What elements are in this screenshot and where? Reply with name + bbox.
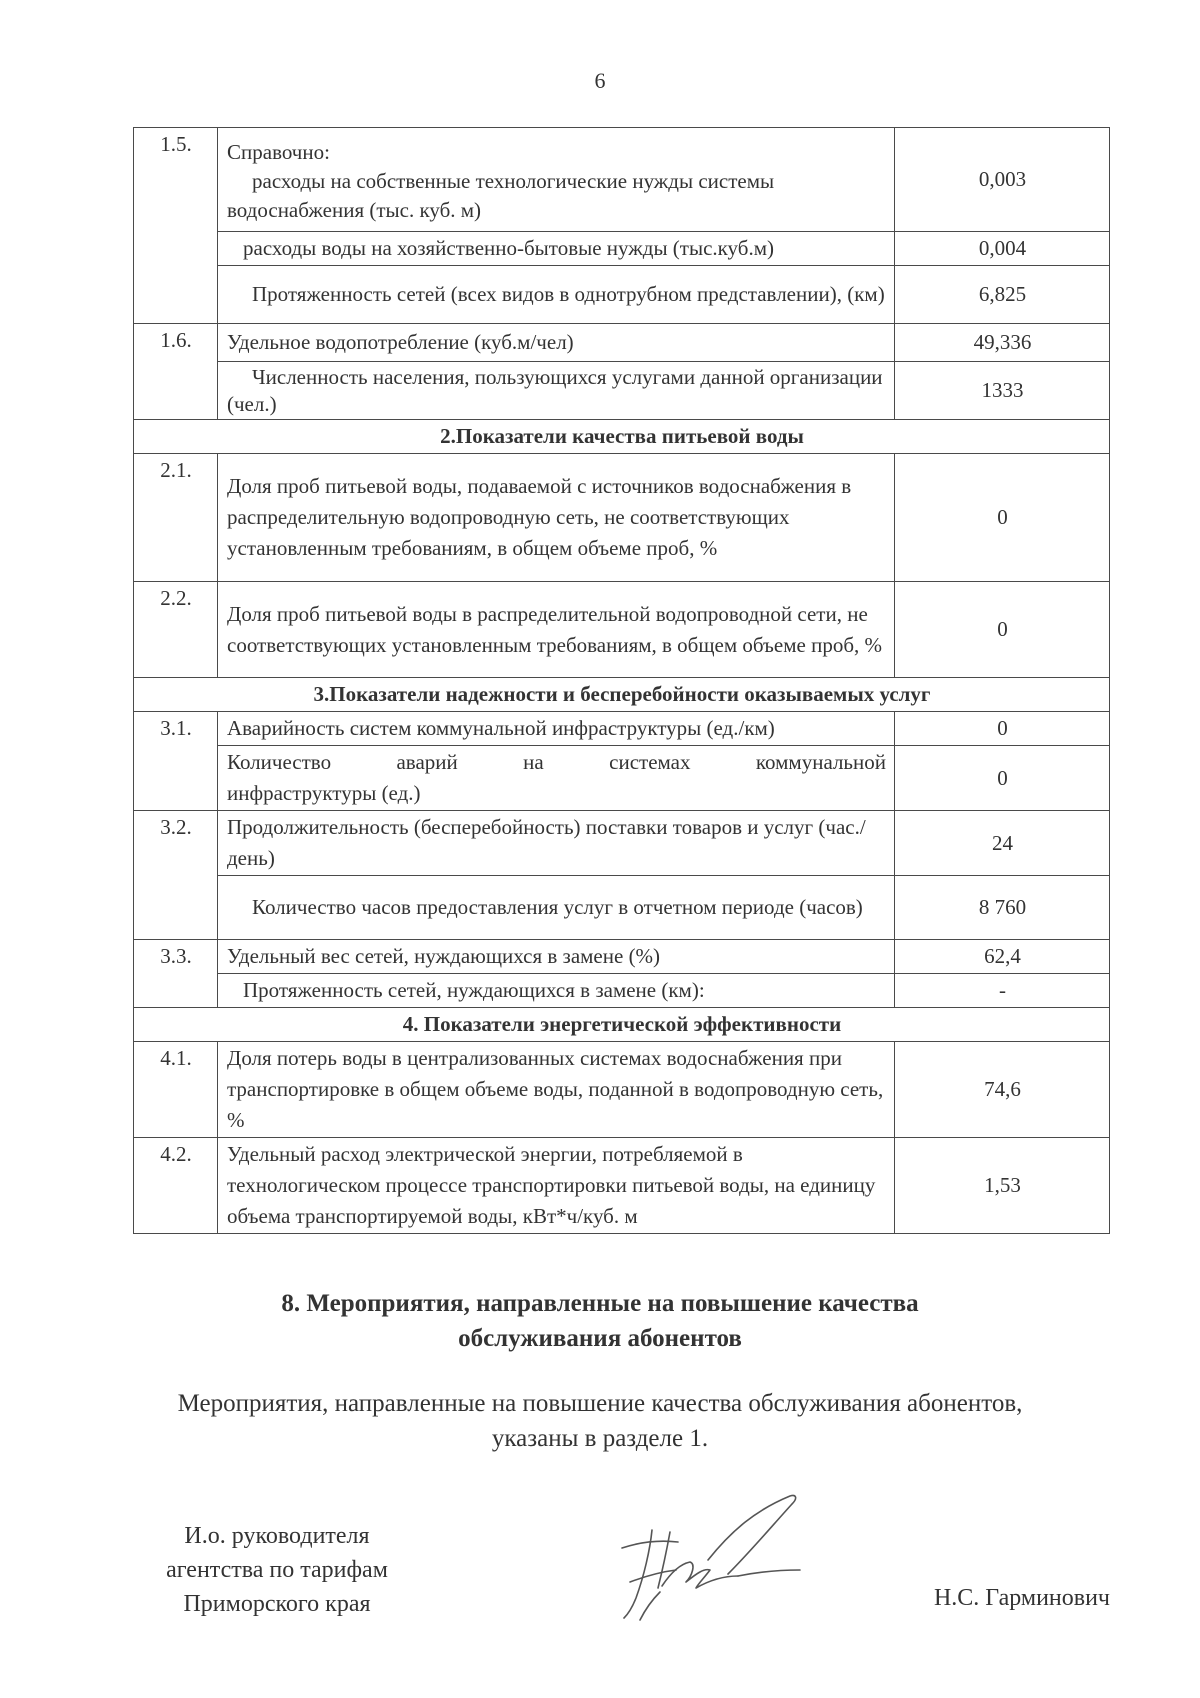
page-number: 6 <box>594 68 606 93</box>
section-header: 3.Показатели надежности и бесперебойности оказываемых услуг <box>134 678 1110 712</box>
reference-intro: Справочно: <box>227 140 330 164</box>
indicator-value: 0 <box>895 454 1110 582</box>
table-row <box>134 974 1110 1008</box>
table-row <box>134 1042 1110 1138</box>
indicator-value: - <box>895 974 1110 1008</box>
table-row <box>134 128 1110 232</box>
table-row <box>134 712 1110 746</box>
signer-position-line: агентства по тарифам <box>166 1557 388 1583</box>
handwritten-signature <box>600 1490 810 1640</box>
indicator-label: Протяженность сетей, нуждающихся в замене (км): <box>218 974 895 1008</box>
indicator-text: расходы на собственные технологические нужды системы водоснабжения (тыс. куб. м) <box>227 169 775 222</box>
row-number: 2.1. <box>134 454 218 582</box>
table-row <box>134 324 1110 362</box>
signer-name: Н.С. Гарминович <box>933 1585 1110 1611</box>
section-header-row <box>134 678 1110 712</box>
table-row <box>134 266 1110 324</box>
section-title-line: 8. Мероприятия, направленные на повышение качества <box>281 1290 919 1317</box>
section-body-line: Мероприятия, направленные на повышение качества обслуживания абонентов, <box>177 1390 1023 1417</box>
row-number: 3.3. <box>134 940 218 1008</box>
signer-position-line: Приморского края <box>183 1591 371 1617</box>
indicator-value: 0,004 <box>895 232 1110 266</box>
table-row <box>134 362 1110 420</box>
row-number: 1.6. <box>134 324 218 420</box>
table-row <box>134 454 1110 582</box>
signer-position <box>132 1519 422 1621</box>
indicator-label: расходы воды на хозяйственно-бытовые нужды (тыс.куб.м) <box>218 232 895 266</box>
table-row <box>134 940 1110 974</box>
indicators-table <box>133 127 1110 1234</box>
indicator-value: 0 <box>895 582 1110 678</box>
indicator-label: Количество часов предоставления услуг в отчетном периоде (часов) <box>218 876 895 940</box>
indicator-label: Удельный вес сетей, нуждающихся в замене (%) <box>218 940 895 974</box>
section-header: 2.Показатели качества питьевой воды <box>134 420 1110 454</box>
table-row <box>134 582 1110 678</box>
signer-position-line: И.о. руководителя <box>184 1523 370 1549</box>
section-header-row <box>134 1008 1110 1042</box>
indicator-label: Аварийность систем коммунальной инфраструктуры (ед./км) <box>218 712 895 746</box>
indicator-text-line: Количество аварий на системах коммунальной <box>227 750 886 774</box>
table-row <box>134 876 1110 940</box>
table-row <box>134 232 1110 266</box>
row-number: 1.5. <box>134 128 218 324</box>
row-number: 3.2. <box>134 811 218 940</box>
indicator-value: 1,53 <box>895 1138 1110 1234</box>
indicator-value: 6,825 <box>895 266 1110 324</box>
indicator-label <box>218 746 895 811</box>
indicator-value: 0 <box>895 712 1110 746</box>
row-number: 4.2. <box>134 1138 218 1234</box>
section-header-row <box>134 420 1110 454</box>
indicator-label: Доля проб питьевой воды, подаваемой с источников водоснабжения в распределительную водопроводную сеть, не соответствующих установленным требованиям, в общем объеме проб, % <box>218 454 895 582</box>
indicator-label: Продолжительность (бесперебойность) поставки товаров и услуг (час./день) <box>218 811 895 876</box>
indicator-value: 0,003 <box>895 128 1110 232</box>
section-body <box>0 1386 1200 1456</box>
row-number: 4.1. <box>134 1042 218 1138</box>
indicator-text-line: инфраструктуры (ед.) <box>227 781 421 805</box>
indicator-label: Доля проб питьевой воды в распределительной водопроводной сети, не соответствующих установленным требованиям, в общем объеме проб, % <box>218 582 895 678</box>
indicator-value: 49,336 <box>895 324 1110 362</box>
indicator-value: 24 <box>895 811 1110 876</box>
indicator-value: 0 <box>895 746 1110 811</box>
indicator-value: 62,4 <box>895 940 1110 974</box>
table-row <box>134 811 1110 876</box>
indicator-label: Удельный расход электрической энергии, потребляемой в технологическом процессе транспортировки питьевой воды, на единицу объема транспортируемой воды, кВт*ч/куб. м <box>218 1138 895 1234</box>
indicator-value: 8 760 <box>895 876 1110 940</box>
section-title <box>0 1286 1200 1356</box>
indicator-label: Доля потерь воды в централизованных системах водоснабжения при транспортировке в общем объеме воды, поданной в водопроводную сеть, % <box>218 1042 895 1138</box>
section-header: 4. Показатели энергетической эффективности <box>134 1008 1110 1042</box>
section-title-line: обслуживания абонентов <box>458 1325 742 1352</box>
indicator-value: 1333 <box>895 362 1110 420</box>
indicator-label: Численность населения, пользующихся услугами данной организации (чел.) <box>218 362 895 420</box>
indicator-label: Удельное водопотребление (куб.м/чел) <box>218 324 895 362</box>
row-number: 3.1. <box>134 712 218 811</box>
section-body-line: указаны в разделе 1. <box>491 1425 709 1452</box>
table-row <box>134 1138 1110 1234</box>
indicator-label <box>218 128 895 232</box>
indicator-label: Протяженность сетей (всех видов в однотрубном представлении), (км) <box>218 266 895 324</box>
row-number: 2.2. <box>134 582 218 678</box>
table-row <box>134 746 1110 811</box>
indicator-value: 74,6 <box>895 1042 1110 1138</box>
